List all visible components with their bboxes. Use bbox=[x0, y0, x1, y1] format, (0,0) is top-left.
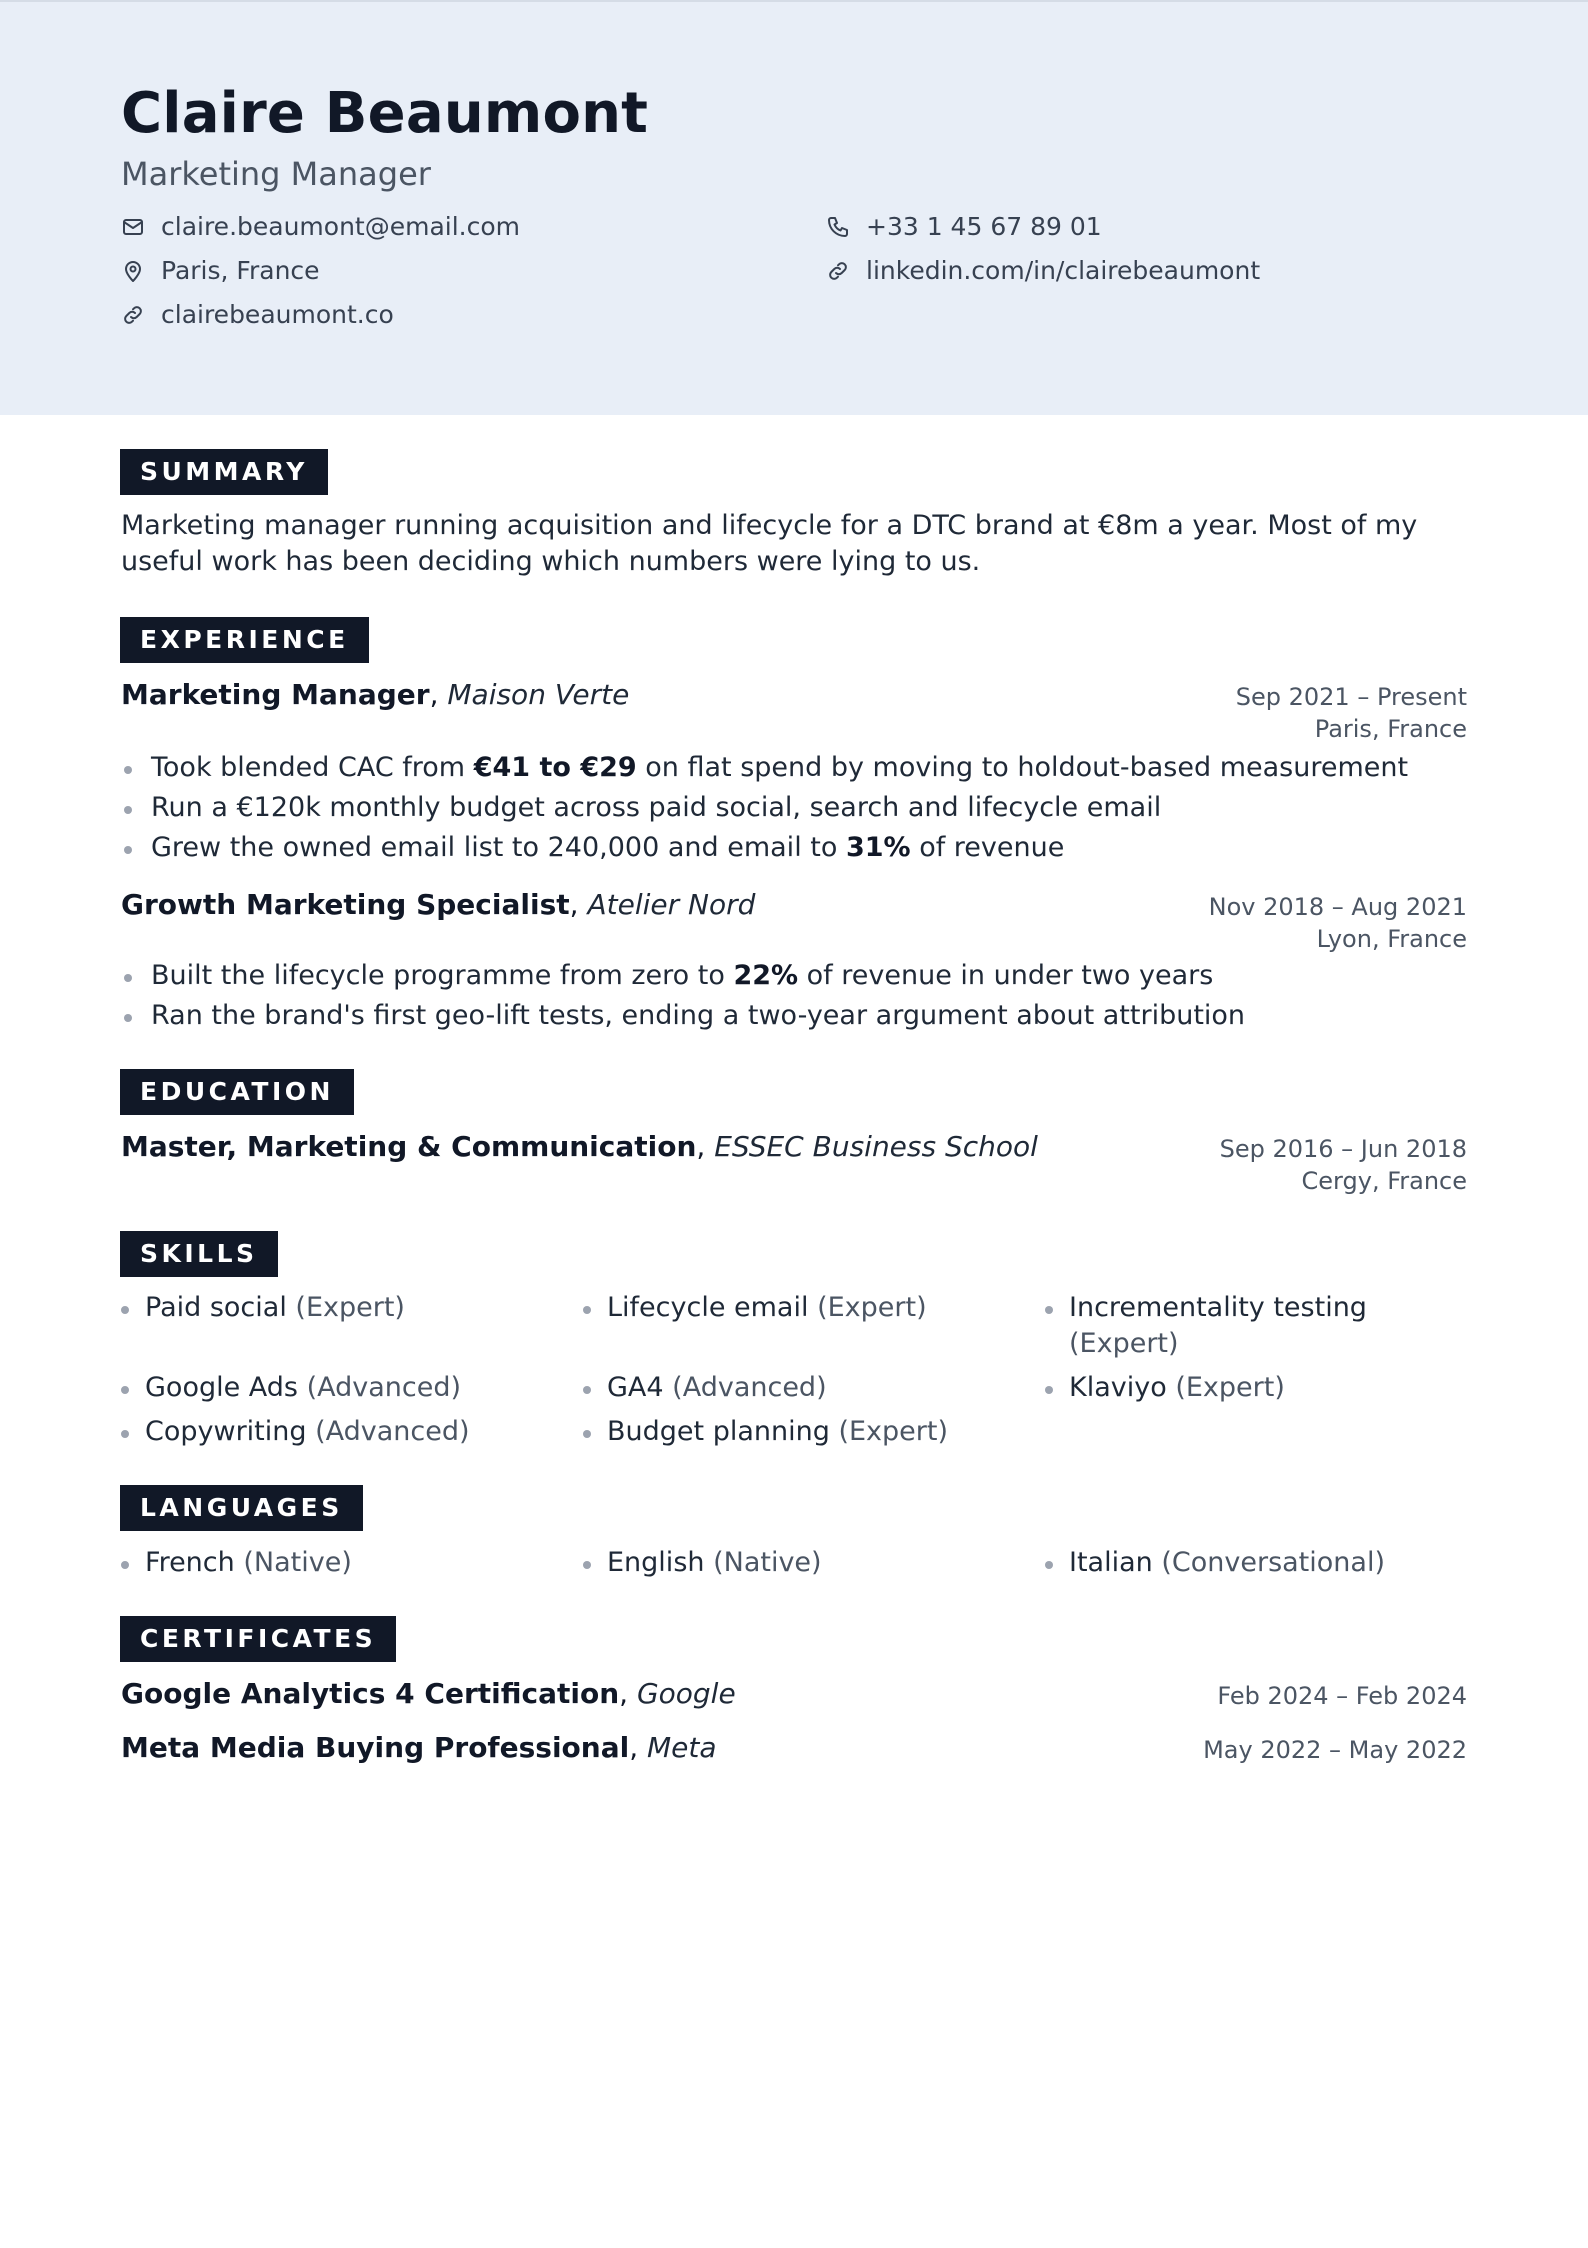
contact-linkedin-text: linkedin.com/in/clairebeaumont bbox=[866, 256, 1261, 285]
language-item: English (Native) bbox=[583, 1545, 1003, 1581]
contact-phone[interactable] bbox=[826, 211, 1102, 243]
link-icon bbox=[826, 259, 850, 283]
section-heading-certificates: CERTIFICATES bbox=[120, 1616, 396, 1662]
experience-entry-title: Marketing Manager, Maison Verte bbox=[121, 678, 630, 711]
certificate-name: Google Analytics 4 Certification bbox=[121, 1677, 620, 1710]
contact-linkedin[interactable] bbox=[826, 255, 1260, 287]
language-item: Italian (Conversational) bbox=[1045, 1545, 1465, 1581]
language-item: French (Native) bbox=[121, 1545, 541, 1581]
contact-location-text: Paris, France bbox=[161, 256, 320, 285]
resume-header bbox=[0, 0, 1588, 415]
mail-icon bbox=[121, 215, 145, 239]
section-heading-summary: SUMMARY bbox=[120, 449, 328, 495]
experience-meta bbox=[1209, 891, 1467, 955]
candidate-name: Claire Beaumont bbox=[121, 81, 649, 146]
school: ESSEC Business School bbox=[714, 1130, 1038, 1163]
summary-text: Marketing manager running acquisition and lifecycle for a DTC brand at €8m a year. Most of my useful work has been deciding which numbers were lying to us. bbox=[121, 510, 1418, 577]
certificate-entry: Meta Media Buying Professional, Meta bbox=[121, 1731, 717, 1764]
phone-icon bbox=[826, 215, 850, 239]
education-entry-title: Master, Marketing & Communication, ESSEC Business School bbox=[121, 1130, 1038, 1163]
skill-item: Lifecycle email (Expert) bbox=[583, 1290, 1003, 1326]
contact-website[interactable] bbox=[121, 299, 394, 331]
section-heading-skills: SKILLS bbox=[120, 1231, 278, 1277]
job-role: Marketing Manager bbox=[121, 678, 430, 711]
certificate-dates: Feb 2024 – Feb 2024 bbox=[1217, 1682, 1467, 1710]
certificate-dates: May 2022 – May 2022 bbox=[1203, 1736, 1467, 1764]
list-item: Run a €120k monthly budget across paid social, search and lifecycle email bbox=[121, 788, 1408, 828]
skill-item: Google Ads (Advanced) bbox=[121, 1370, 541, 1406]
experience-bullets bbox=[121, 956, 1245, 1036]
skill-item: Incrementality testing (Expert) bbox=[1045, 1290, 1415, 1362]
skill-item: GA4 (Advanced) bbox=[583, 1370, 1003, 1406]
job-company: Atelier Nord bbox=[587, 888, 756, 921]
certificate-issuer: Google bbox=[636, 1677, 736, 1710]
education-meta bbox=[1220, 1133, 1467, 1197]
certificate-name: Meta Media Buying Professional bbox=[121, 1731, 630, 1764]
skill-item: Copywriting (Advanced) bbox=[121, 1414, 541, 1450]
degree: Master, Marketing & Communication bbox=[121, 1130, 697, 1163]
certificate-issuer: Meta bbox=[647, 1731, 717, 1764]
job-dates: Sep 2021 – Present bbox=[1235, 683, 1467, 711]
section-heading-education: EDUCATION bbox=[120, 1069, 354, 1115]
experience-entry-title: Growth Marketing Specialist, Atelier Nord bbox=[121, 888, 756, 921]
experience-meta bbox=[1236, 681, 1467, 745]
job-location: Paris, France bbox=[1314, 715, 1467, 743]
list-item: Ran the brand's first geo-lift tests, ending a two-year argument about attribution bbox=[121, 996, 1245, 1036]
list-item: Built the lifecycle programme from zero to 22% of revenue in under two years bbox=[121, 956, 1245, 996]
job-role: Growth Marketing Specialist bbox=[121, 888, 570, 921]
education-dates: Sep 2016 – Jun 2018 bbox=[1219, 1135, 1467, 1163]
link-icon bbox=[121, 303, 145, 327]
contact-email-text: claire.beaumont@email.com bbox=[161, 212, 521, 241]
skill-item: Budget planning (Expert) bbox=[583, 1414, 1003, 1450]
contact-website-text: clairebeaumont.co bbox=[161, 300, 394, 329]
contact-email[interactable] bbox=[121, 211, 520, 243]
job-dates: Nov 2018 – Aug 2021 bbox=[1208, 893, 1467, 921]
certificate-entry: Google Analytics 4 Certification, Google bbox=[121, 1677, 736, 1710]
contact-location bbox=[121, 255, 320, 287]
section-heading-experience: EXPERIENCE bbox=[120, 617, 369, 663]
section-heading-languages: LANGUAGES bbox=[120, 1485, 363, 1531]
skill-item: Klaviyo (Expert) bbox=[1045, 1370, 1465, 1406]
list-item: Took blended CAC from €41 to €29 on flat spend by moving to holdout-based measurement bbox=[121, 748, 1408, 788]
list-item: Grew the owned email list to 240,000 and email to 31% of revenue bbox=[121, 828, 1408, 868]
education-location: Cergy, France bbox=[1301, 1167, 1467, 1195]
skill-item: Paid social (Expert) bbox=[121, 1290, 541, 1326]
job-company: Maison Verte bbox=[447, 678, 630, 711]
experience-bullets bbox=[121, 748, 1408, 868]
job-location: Lyon, France bbox=[1316, 925, 1467, 953]
location-pin-icon bbox=[121, 259, 145, 283]
candidate-title: Marketing Manager bbox=[121, 155, 431, 193]
contact-phone-text: +33 1 45 67 89 01 bbox=[866, 212, 1102, 241]
